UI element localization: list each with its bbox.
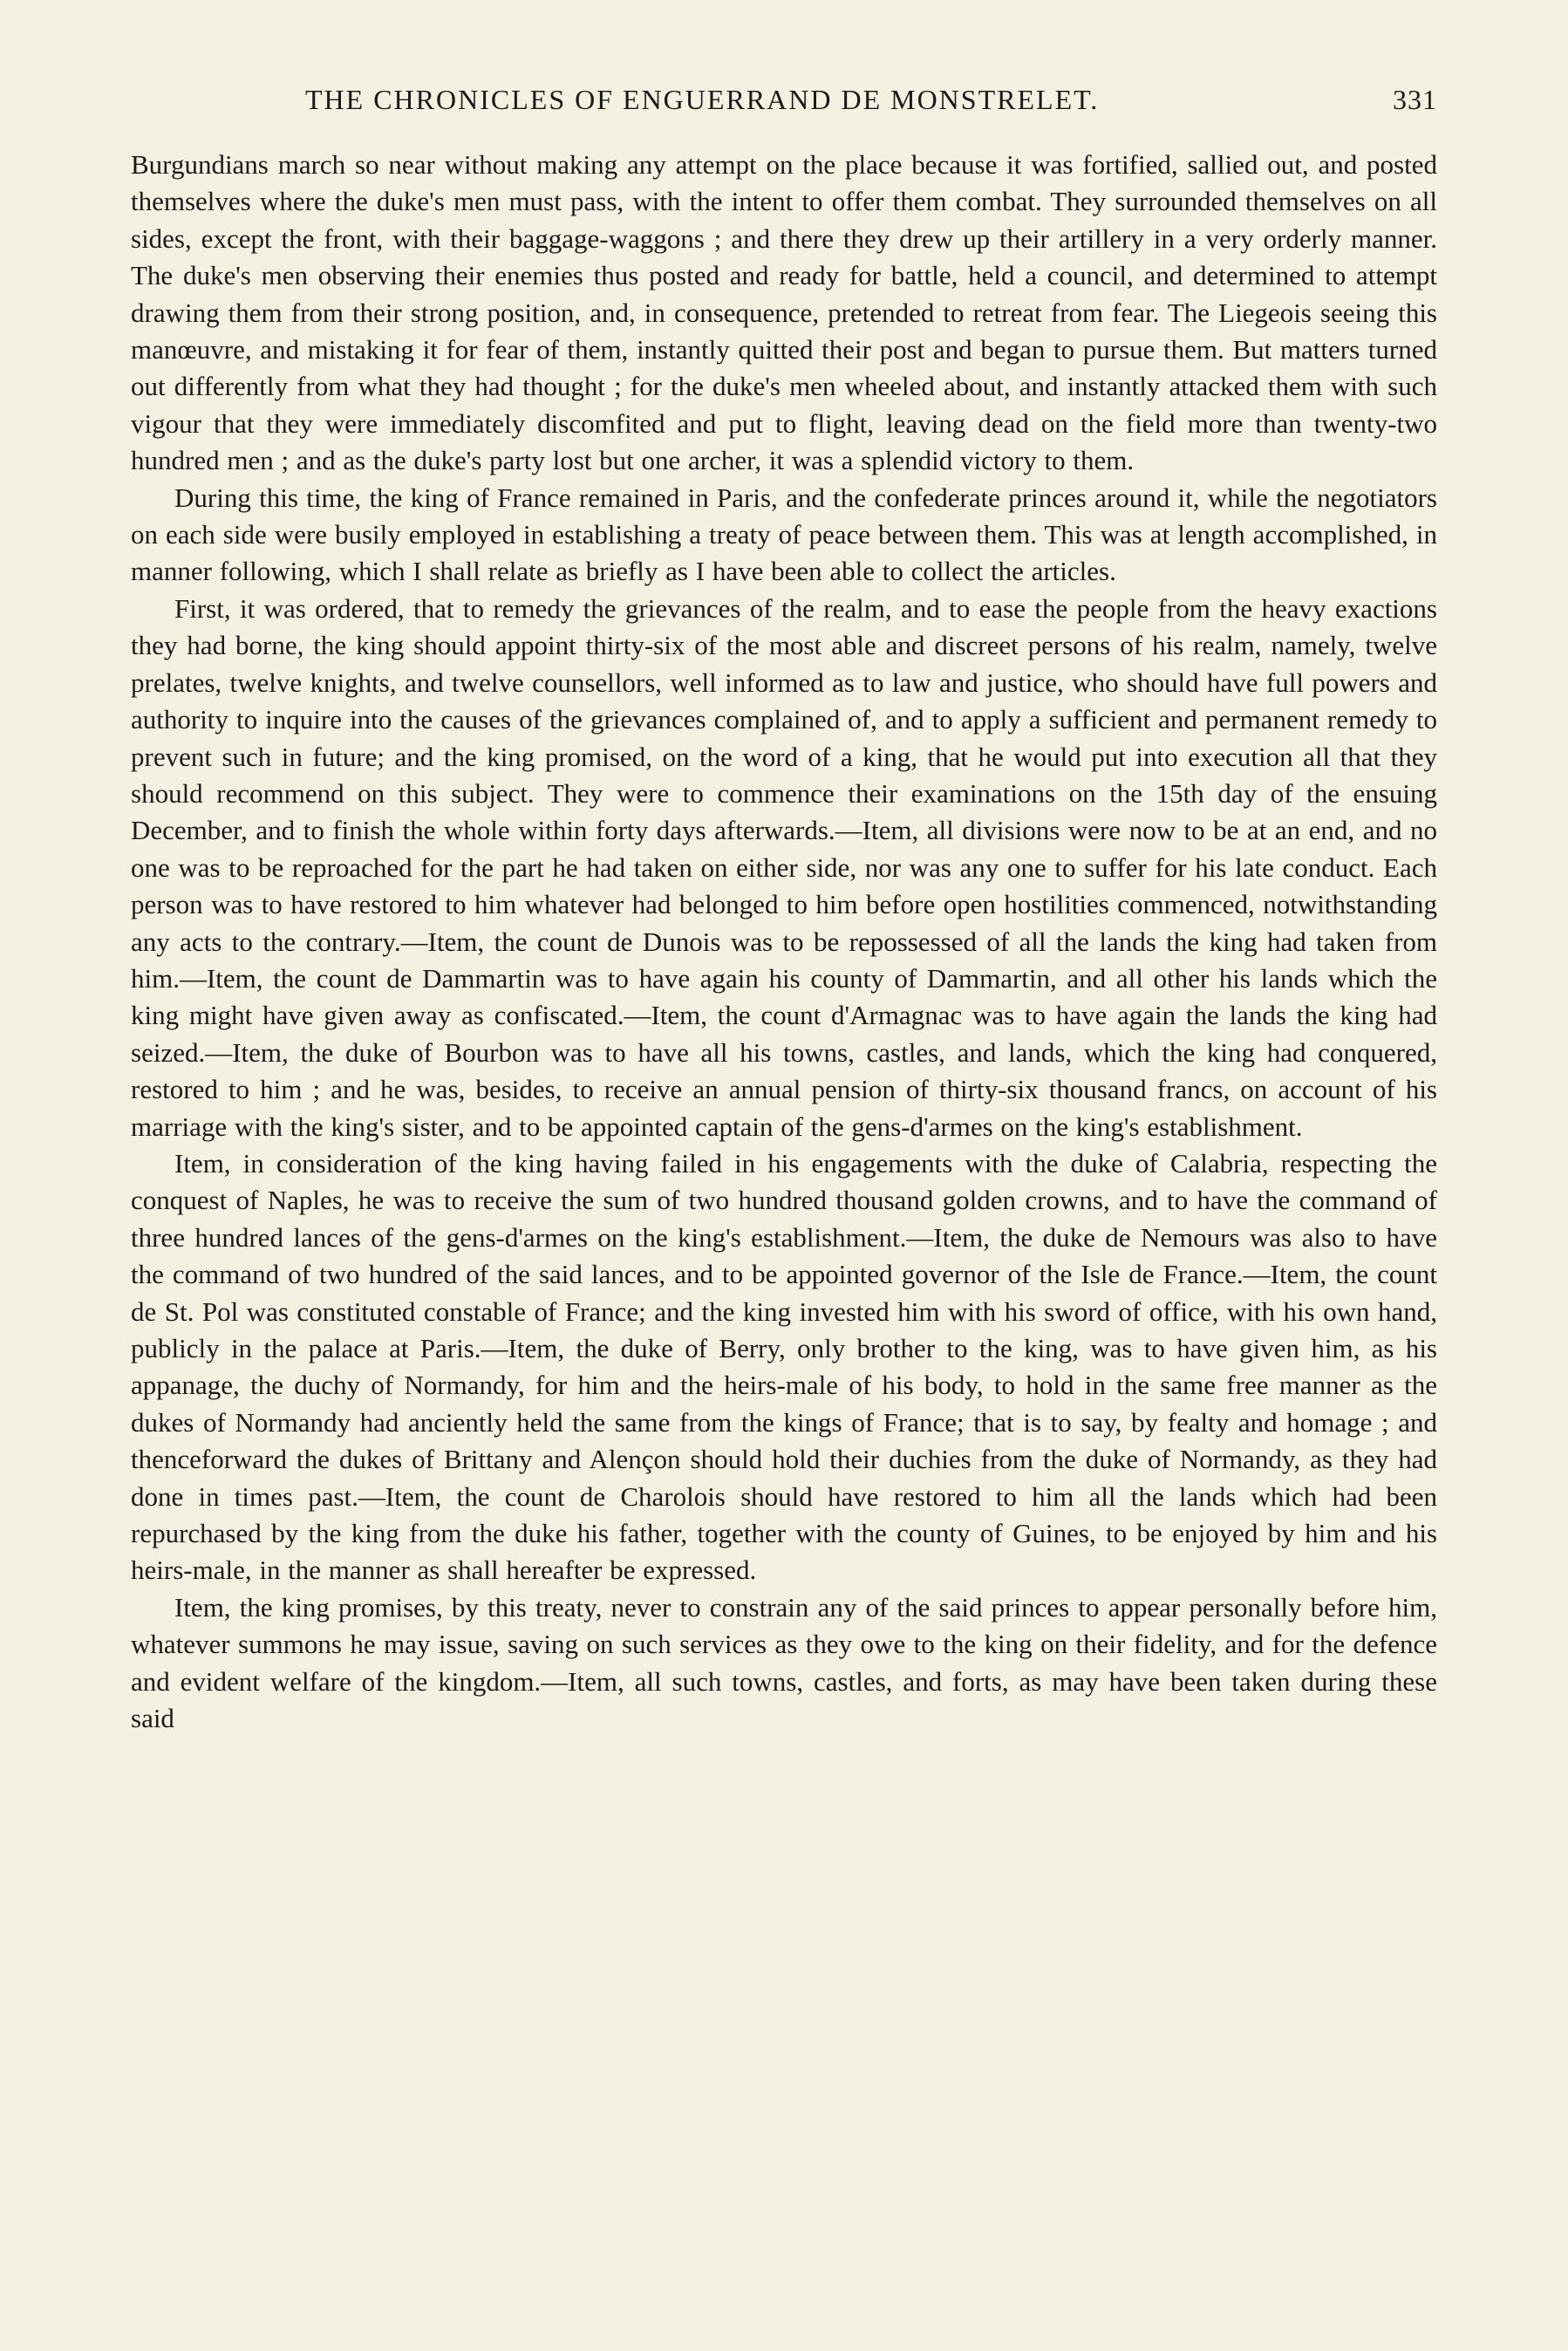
- paragraph-continued: Burgundians march so near without making any attempt on the place because it was fortified, sallied out, and posted themselves where the duke's men must pass, with the intent to offer them combat. They surrounded themselves on all sides, except the front, with their baggage-waggons ; and there they drew up their artillery in a very orderly manner. The duke's men observing their enemies thus posted and ready for battle, held a council, and determined to attempt drawing them from their strong position, and, in consequence, pretended to retreat from fear. The Liegeois seeing this manœuvre, and mistaking it for fear of them, instantly quitted their post and began to pursue them. But matters turned out differently from what they had thought ; for the duke's men wheeled about, and instantly attacked them with such vigour that they were immediately discomfited and put to flight, leaving dead on the field more than twenty-two hundred men ; and as the duke's party lost but one archer, it was a splendid victory to them.: [131, 149, 1437, 476]
- page-number: 331: [1393, 84, 1437, 115]
- page-header: [131, 84, 1437, 127]
- running-title: THE CHRONICLES OF ENGUERRAND DE MONSTRELET.: [305, 84, 1100, 115]
- paragraph-treaty-articles: First, it was ordered, that to remedy the grievances of the realm, and to ease the people from the heavy exactions they had borne, the king should appoint thirty-six of the most able and discreet persons of his realm, namely, twelve prelates, twelve knights, and twelve counsellors, well informed as to law and justice, who should have full powers and authority to inquire into the causes of the grievances complained of, and to apply a sufficient and permanent remedy to prevent such in future; and the king promised, on the word of a king, that he would put into execution all that they should recommend on this subject. They were to commence their examinations on the 15th day of the ensuing December, and to finish the whole within forty days afterwards.—Item, all divisions were now to be at an end, and no one was to be reproached for the part he had taken on either side, nor was any one to suffer for his late conduct. Each person was to have restored to him whatever had belonged to him before open hostilities commenced, notwithstanding any acts to the contrary.—Item, the count de Dunois was to be repossessed of all the lands the king had taken from him.—Item, the count de Dammartin was to have again his county of Dammartin, and all other his lands which the king might have given away as confiscated.—Item, the count d'Armagnac was to have again the lands the king had seized.—Item, the duke of Bourbon was to have all his towns, castles, and lands, which the king had conquered, restored to him ; and he was, besides, to receive an annual pension of thirty-six thousand francs, on account of his marriage with the king's sister, and to be appointed captain of the gens-d'armes on the king's establishment.: [131, 592, 1437, 1142]
- paragraph-king-promises: Item, the king promises, by this treaty, never to constrain any of the said princes to appear personally before him, whatever summons he may issue, saving on such services as they owe to the king on their fidelity, and for the defence and evident welfare of the kingdom.—Item, all such towns, castles, and forts, as may have been taken during these said: [131, 1591, 1437, 1734]
- paragraph-negotiations: During this time, the king of France remained in Paris, and the confederate princes around it, while the negotiators on each side were busily employed in establishing a treaty of peace between them. This was at length accomplished, in manner following, which I shall relate as briefly as I have been able to collect the articles.: [131, 482, 1437, 587]
- paragraph-calabria-items: Item, in consideration of the king having failed in his engagements with the duke of Calabria, respecting the conquest of Naples, he was to receive the sum of two hundred thousand golden crowns, and to have the command of three hundred lances of the gens-d'armes on the king's establishment.—Item, the duke de Nemours was also to have the command of two hundred of the said lances, and to be appointed governor of the Isle de France.—Item, the count de St. Pol was constituted constable of France; and the king invested him with his sword of office, with his own hand, publicly in the palace at Paris.—Item, the duke of Berry, only brother to the king, was to have given him, as his appanage, the duchy of Normandy, for him and the heirs-male of his body, to hold in the same free manner as the dukes of Normandy had anciently held the same from the kings of France; that is to say, by fealty and homage ; and thenceforward the dukes of Brittany and Alençon should hold their duchies from the duke of Normandy, as they had done in times past.—Item, the count de Charolois should have restored to him all the lands which had been repurchased by the king from the duke his father, together with the county of Guines, to be enjoyed by him and his heirs-male, in the manner as shall hereafter be expressed.: [131, 1147, 1437, 1586]
- body-text: [131, 147, 1437, 1737]
